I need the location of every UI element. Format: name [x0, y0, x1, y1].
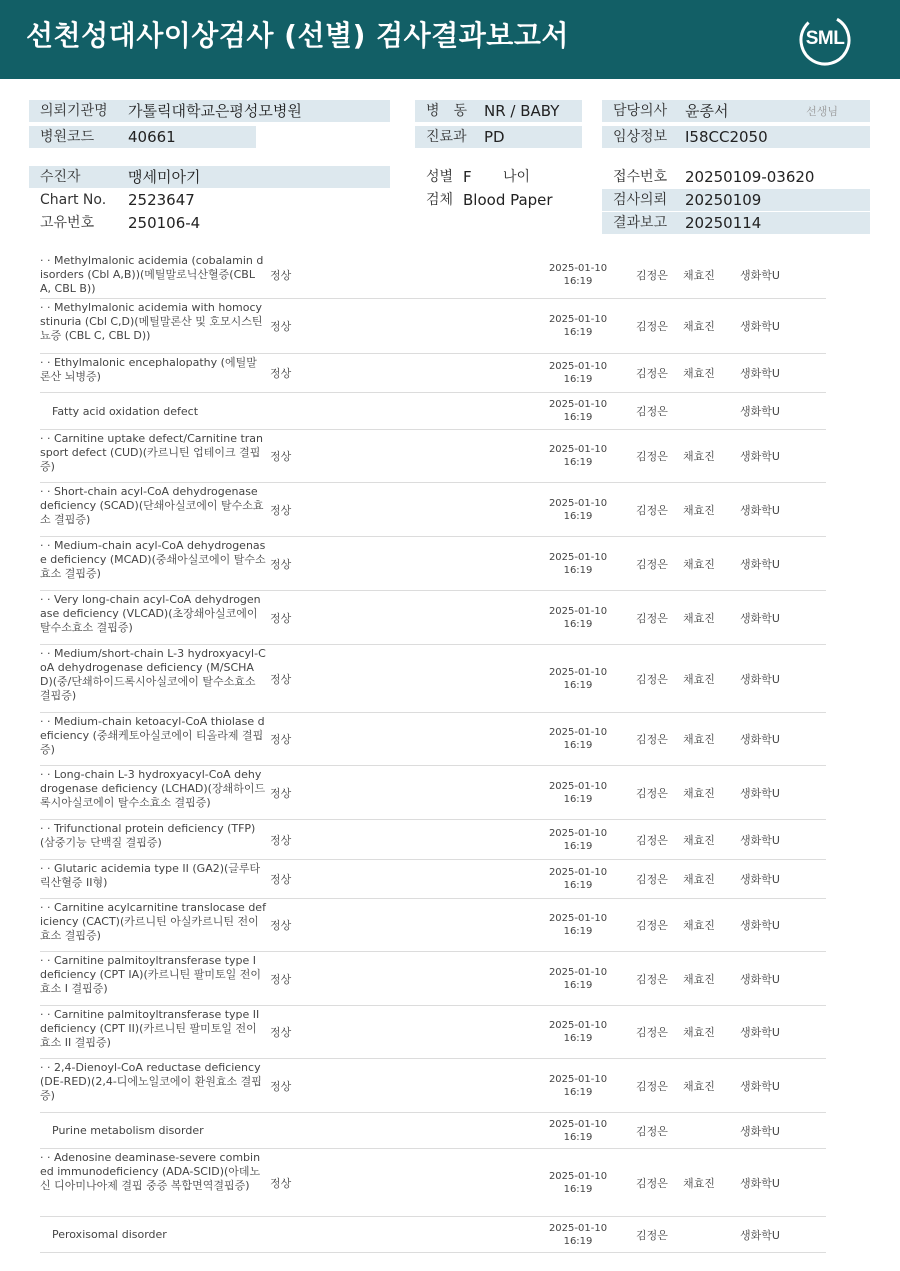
test-department: 생화학U [740, 1079, 780, 1093]
dept-value: PD [484, 128, 505, 146]
test-name: · · Long-chain L-3 hydroxyacyl-CoA dehydrogenase deficiency (LCHAD)(장쇄하이드록시아실코에이 탈수소효소 결핍증) [40, 768, 266, 809]
ward-label: 병 동 [426, 103, 468, 119]
test-time: 16:19 [563, 276, 593, 287]
reporter-name: 채효진 [683, 873, 715, 886]
test-date: 2025-01-10 [548, 666, 608, 678]
result-row [40, 483, 826, 537]
test-time: 16:19 [563, 327, 593, 338]
test-name: · · Medium-chain ketoacyl-CoA thiolase deficiency (중쇄케토아실코에이 티올라제 결핍증) [40, 715, 265, 756]
test-department: 생화학U [740, 1176, 780, 1190]
test-department: 생화학U [740, 503, 780, 517]
test-name: · · Glutaric acidemia type II (GA2)(글루타릭산혈증 II형) [40, 862, 261, 889]
test-result: 정상 [270, 269, 292, 282]
test-time: 16:19 [563, 1033, 593, 1044]
unique-label: 고유번호 [40, 215, 95, 231]
test-time: 16:19 [563, 1131, 593, 1143]
age-label: 나이 [503, 169, 531, 185]
reporter-name: 채효진 [683, 320, 715, 333]
test-department: 생화학U [740, 873, 780, 886]
test-date: 2025-01-10 [548, 399, 608, 410]
verifier-name: 김정은 [636, 269, 668, 282]
test-department: 생화학U [740, 1228, 780, 1242]
sex-value: F [463, 168, 472, 186]
reporter-name: 채효진 [683, 269, 715, 282]
verifier-name: 김정은 [636, 833, 668, 847]
test-datetime [540, 1073, 616, 1099]
specimen-field [415, 189, 602, 211]
test-department: 생화학U [740, 972, 780, 986]
test-datetime [540, 551, 616, 577]
clinical-field [602, 126, 870, 148]
chart-value: 2523647 [128, 191, 195, 209]
sml-logo [798, 13, 852, 67]
test-department: 생화학U [740, 786, 780, 800]
test-datetime [540, 497, 616, 523]
test-result: 정상 [270, 611, 292, 625]
test-result: 정상 [270, 873, 292, 886]
reporter-name: 채효진 [683, 503, 715, 517]
test-name: · · Ethylmalonic encephalopathy (에틸말론산 뇌병증) [40, 356, 257, 383]
reporter-name: 채효진 [683, 1026, 715, 1039]
test-time: 16:19 [563, 1235, 593, 1247]
test-datetime [540, 1222, 616, 1248]
test-result: 정상 [270, 919, 292, 932]
logo-text: SML [805, 28, 845, 49]
reporter-name: 채효진 [683, 672, 715, 686]
test-datetime [540, 313, 616, 339]
test-result: 정상 [270, 972, 292, 986]
test-date: 2025-01-10 [548, 727, 608, 738]
test-datetime [540, 605, 616, 631]
test-date: 2025-01-10 [548, 314, 608, 325]
reporter-name: 채효진 [683, 557, 715, 571]
test-result: 정상 [270, 733, 292, 746]
clinical-value: I58CC2050 [685, 128, 768, 146]
test-name: Fatty acid oxidation defect [52, 405, 199, 418]
institution-field [29, 100, 390, 122]
report-value: 20250114 [685, 214, 762, 232]
test-result: 정상 [270, 450, 292, 463]
test-time: 16:19 [563, 979, 593, 991]
verifier-name: 김정은 [636, 450, 668, 463]
verifier-name: 김정은 [636, 1026, 668, 1039]
test-datetime [540, 398, 616, 424]
test-date: 2025-01-10 [548, 780, 608, 792]
verifier-name: 김정은 [636, 557, 668, 571]
result-row [40, 1006, 826, 1059]
verifier-name: 김정은 [636, 1228, 668, 1242]
test-date: 2025-01-10 [548, 1020, 608, 1031]
test-name: · · Methylmalonic acidemia (cobalamin disorders (Cbl A,B))(메틸말로닉산혈증(CBL A, CBL B)) [40, 254, 264, 295]
test-result: 정상 [270, 786, 292, 800]
test-result: 정상 [270, 833, 292, 847]
test-time: 16:19 [563, 926, 593, 937]
request-value: 20250109 [685, 191, 762, 209]
test-date: 2025-01-10 [548, 1170, 608, 1182]
test-datetime [540, 1170, 616, 1196]
specimen-label: 검체 [426, 192, 454, 208]
patient-label: 수진자 [40, 169, 81, 185]
reporter-name: 채효진 [683, 733, 715, 746]
test-datetime [540, 966, 616, 992]
test-name: · · Carnitine palmitoyltransferase type II deficiency (CPT II)(카르니틴 팔미토일 전이효소 II 결핍증) [40, 1008, 260, 1049]
result-row [40, 820, 826, 860]
specimen-value: Blood Paper [463, 191, 553, 209]
reporter-name: 채효진 [683, 611, 715, 625]
chart-label: Chart No. [40, 192, 107, 208]
request-field [602, 189, 870, 211]
result-row [40, 430, 826, 483]
test-name: · · Carnitine acylcarnitine translocase deficiency (CACT)(카르니틴 아실카르니틴 전이효소 결핍증) [40, 901, 266, 942]
doctor-field [602, 100, 870, 122]
institution-label: 의뢰기관명 [40, 103, 108, 119]
test-name: · · Adenosine deaminase-severe combined immunodeficiency (ADA-SCID)(아데노신 디아미나아제 결핍 중증 복합면역결핍증) [40, 1151, 261, 1192]
test-datetime [540, 443, 616, 469]
test-time: 16:19 [563, 618, 593, 630]
report-header [0, 0, 900, 79]
test-date: 2025-01-10 [548, 1222, 608, 1234]
test-date: 2025-01-10 [548, 263, 608, 274]
test-date: 2025-01-10 [548, 497, 608, 509]
verifier-name: 김정은 [636, 367, 668, 380]
test-datetime [540, 726, 616, 752]
result-row [40, 1113, 826, 1149]
test-result: 정상 [270, 1176, 292, 1190]
test-date: 2025-01-10 [548, 827, 608, 839]
receipt-label: 접수번호 [613, 169, 668, 185]
test-date: 2025-01-10 [548, 605, 608, 617]
test-name: · · Carnitine uptake defect/Carnitine transport defect (CUD)(카르니틴 업테이크 결핍증) [40, 432, 264, 473]
result-row [40, 1149, 826, 1217]
verifier-name: 김정은 [636, 786, 668, 800]
test-result: 정상 [270, 503, 292, 517]
test-datetime [540, 912, 616, 938]
test-name: · · Trifunctional protein deficiency (TFP)(삼중기능 단백질 결핍증) [40, 822, 256, 849]
result-row [40, 1059, 826, 1113]
test-time: 16:19 [563, 740, 593, 751]
result-row [40, 899, 826, 952]
test-time: 16:19 [563, 374, 593, 385]
verifier-name: 김정은 [636, 405, 668, 418]
hospital-code-field [29, 126, 256, 148]
doctor-value: 윤종서 [685, 102, 729, 120]
reporter-name: 채효진 [683, 1176, 715, 1190]
test-department: 생화학U [740, 611, 780, 625]
test-name: · · Medium/short-chain L-3 hydroxyacyl-CoA dehydrogenase deficiency (M/SCHAD)(중/단쇄하이드록시아실코에이 탈수소효소 결핍증) [40, 647, 266, 702]
test-name: · · Medium-chain acyl-CoA dehydrogenase deficiency (MCAD)(중쇄아실코에이 탈수소효소 결핍증) [40, 539, 266, 580]
result-row [40, 354, 826, 393]
verifier-name: 김정은 [636, 733, 668, 746]
test-time: 16:19 [563, 880, 593, 891]
reporter-name: 채효진 [683, 367, 715, 380]
test-date: 2025-01-10 [548, 361, 608, 372]
test-name: · · Short-chain acyl-CoA dehydrogenase deficiency (SCAD)(단쇄아실코에이 탈수소효소 결핍증) [40, 485, 264, 526]
test-date: 2025-01-10 [548, 1118, 608, 1130]
test-datetime [540, 827, 616, 853]
institution-value: 가톨릭대학교은평성모병원 [128, 102, 302, 120]
test-name: Peroxisomal disorder [52, 1228, 167, 1241]
reporter-name: 채효진 [683, 450, 715, 463]
result-row [40, 252, 826, 299]
verifier-name: 김정은 [636, 919, 668, 932]
doctor-label: 담당의사 [613, 103, 668, 119]
reporter-name: 채효진 [683, 972, 715, 986]
patient-info [0, 95, 900, 245]
test-department: 생화학U [740, 672, 780, 686]
test-department: 생화학U [740, 557, 780, 571]
unique-value: 250106-4 [128, 214, 201, 232]
test-date: 2025-01-10 [548, 966, 608, 978]
test-time: 16:19 [563, 457, 593, 468]
verifier-name: 김정은 [636, 611, 668, 625]
test-department: 생화학U [740, 269, 780, 282]
reporter-name: 채효진 [683, 1079, 715, 1093]
clinical-label: 임상정보 [613, 129, 668, 145]
verifier-name: 김정은 [636, 873, 668, 886]
test-name: Purine metabolism disorder [52, 1124, 204, 1137]
reporter-name: 채효진 [683, 786, 715, 800]
test-result: 정상 [270, 557, 292, 571]
chart-field [29, 189, 390, 211]
test-department: 생화학U [740, 1026, 780, 1039]
patient-field [29, 166, 390, 188]
test-result: 정상 [270, 367, 292, 380]
test-department: 생화학U [740, 733, 780, 746]
test-time: 16:19 [563, 510, 593, 522]
result-row [40, 645, 826, 713]
result-row [40, 1217, 826, 1253]
test-date: 2025-01-10 [548, 551, 608, 563]
request-label: 검사의뢰 [613, 192, 668, 208]
test-name: · · Very long-chain acyl-CoA dehydrogenase deficiency (VLCAD)(초장쇄아실코에이 탈수소효소 결핍증) [40, 593, 261, 634]
verifier-name: 김정은 [636, 1124, 668, 1138]
sex-label: 성별 [426, 169, 454, 185]
report-title: 선천성대사이상검사 (선별) 검사결과보고서 [26, 19, 569, 52]
test-time: 16:19 [563, 679, 593, 691]
verifier-name: 김정은 [636, 672, 668, 686]
test-datetime [540, 866, 616, 892]
verifier-name: 김정은 [636, 503, 668, 517]
test-date: 2025-01-10 [548, 913, 608, 924]
test-date: 2025-01-10 [548, 867, 608, 878]
test-datetime [540, 1019, 616, 1045]
test-time: 16:19 [563, 412, 593, 423]
verifier-name: 김정은 [636, 1079, 668, 1093]
test-datetime [540, 1118, 616, 1144]
report-label: 결과보고 [613, 215, 668, 231]
unique-field [29, 212, 390, 234]
test-department: 생화학U [740, 320, 780, 333]
patient-value: 맹세미아기 [128, 168, 201, 186]
test-department: 생화학U [740, 367, 780, 380]
test-name: · · Methylmalonic acidemia with homocystinuria (Cbl C,D)(메틸말론산 및 호모시스틴뇨증 (CBL C, CBL D)) [40, 301, 263, 342]
result-row [40, 713, 826, 766]
test-time: 16:19 [563, 564, 593, 576]
result-row [40, 299, 826, 354]
verifier-name: 김정은 [636, 320, 668, 333]
test-time: 16:19 [563, 793, 593, 805]
receipt-field [602, 166, 870, 188]
report-field [602, 212, 870, 234]
test-date: 2025-01-10 [548, 444, 608, 455]
verifier-name: 김정은 [636, 972, 668, 986]
reporter-name: 채효진 [683, 833, 715, 847]
test-result: 정상 [270, 672, 292, 686]
hospital-code-value: 40661 [128, 128, 176, 146]
test-time: 16:19 [563, 1086, 593, 1098]
test-datetime [540, 780, 616, 806]
verifier-name: 김정은 [636, 1176, 668, 1190]
result-row [40, 860, 826, 899]
test-datetime [540, 666, 616, 692]
hospital-code-label: 병원코드 [40, 129, 95, 145]
test-department: 생화학U [740, 405, 780, 418]
dept-field [415, 126, 582, 148]
sex-age-field [415, 166, 602, 188]
doctor-suffix: 선생님 [806, 105, 838, 118]
test-datetime [540, 262, 616, 288]
dept-label: 진료과 [426, 129, 467, 145]
test-department: 생화학U [740, 1124, 780, 1138]
test-name: · · Carnitine palmitoyltransferase type I deficiency (CPT IA)(카르니틴 팔미토일 전이효소 I 결핍증) [40, 954, 262, 995]
test-time: 16:19 [563, 840, 593, 852]
result-row [40, 766, 826, 820]
reporter-name: 채효진 [683, 919, 715, 932]
ward-field [415, 100, 582, 122]
result-row [40, 537, 826, 591]
test-time: 16:19 [563, 1183, 593, 1195]
test-result: 정상 [270, 320, 292, 333]
result-row [40, 393, 826, 430]
test-department: 생화학U [740, 919, 780, 932]
ward-value: NR / BABY [484, 102, 560, 120]
receipt-value: 20250109-03620 [685, 168, 815, 186]
test-result: 정상 [270, 1079, 292, 1093]
test-result: 정상 [270, 1026, 292, 1039]
result-row [40, 952, 826, 1006]
test-name: · · 2,4-Dienoyl-CoA reductase deficiency (DE-RED)(2,4-디에노일코에이 환원효소 결핍증) [40, 1061, 262, 1102]
test-department: 생화학U [740, 833, 780, 847]
test-date: 2025-01-10 [548, 1073, 608, 1085]
test-department: 생화학U [740, 450, 780, 463]
test-datetime [540, 360, 616, 386]
results-table [40, 252, 826, 1253]
result-row [40, 591, 826, 645]
